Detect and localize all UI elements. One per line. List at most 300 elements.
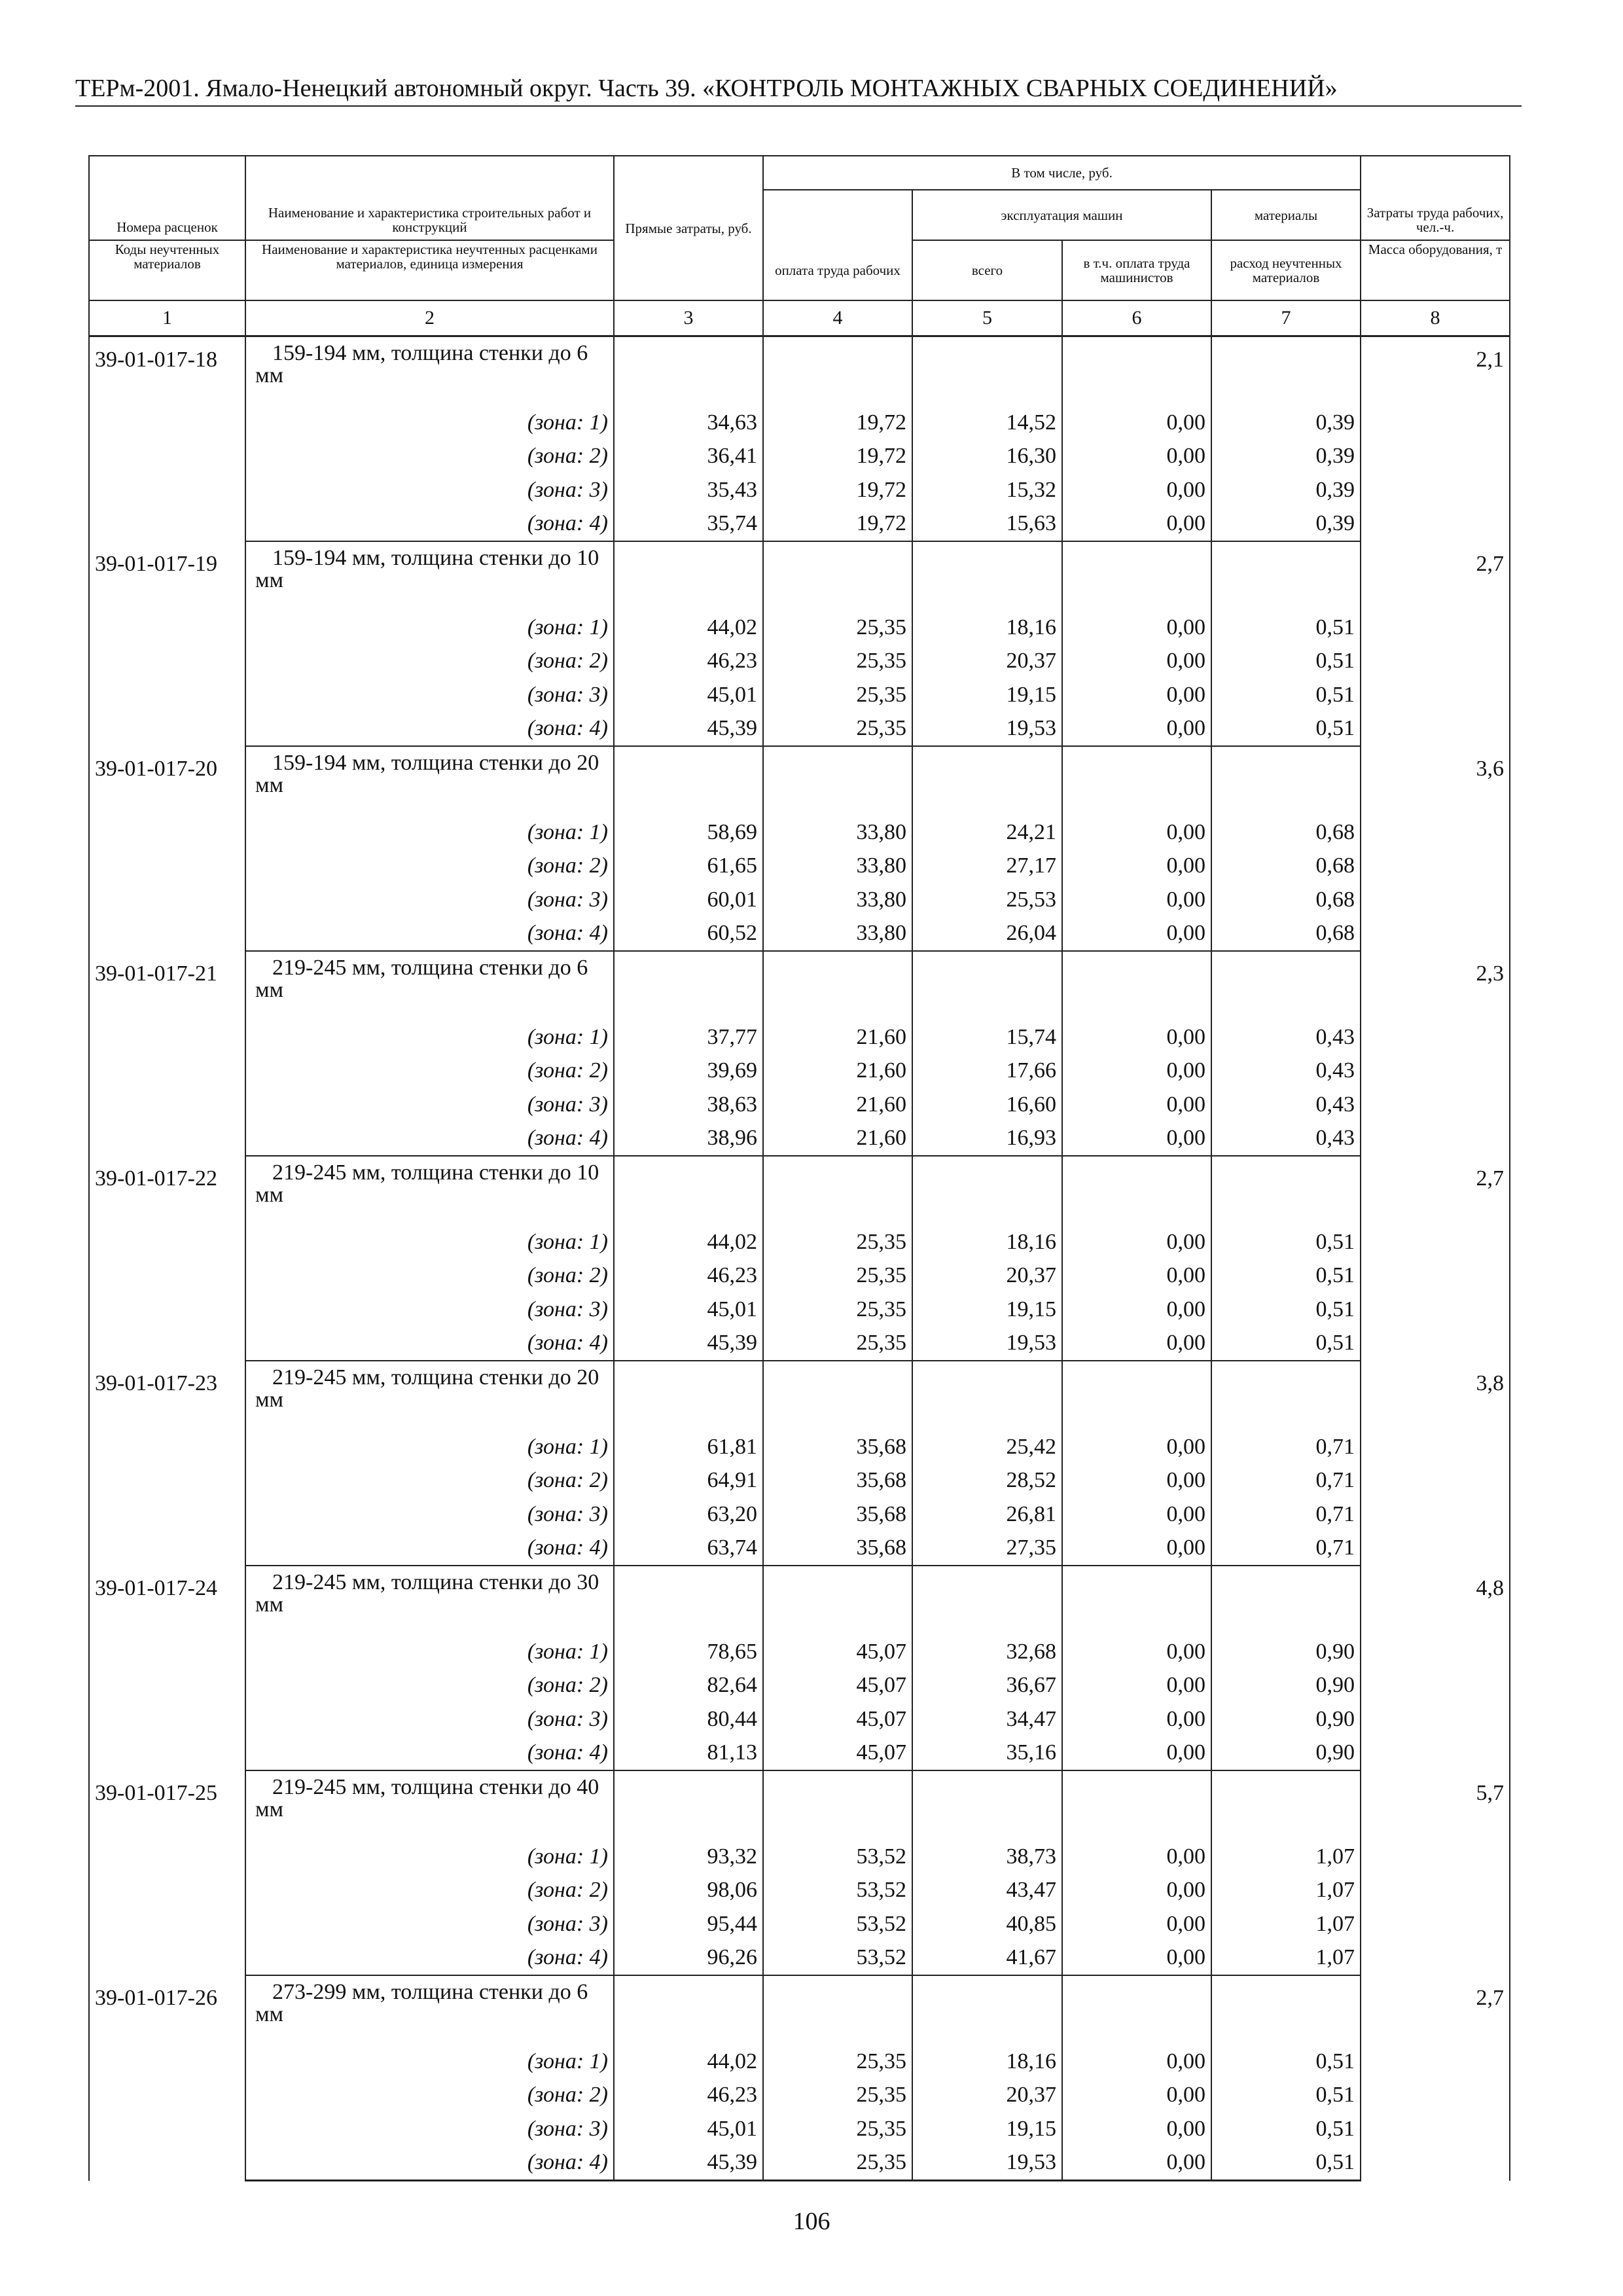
machines-total-value: 17,66 xyxy=(912,1054,1062,1088)
materials-value: 0,51 xyxy=(1211,1259,1361,1293)
worker-pay-value: 25,35 xyxy=(763,611,912,645)
header-material-codes: Коды неучтенных материалов xyxy=(89,240,245,300)
zone-row xyxy=(89,1122,1510,1157)
empty-cell xyxy=(614,336,763,406)
rate-code: 39-01-017-26 xyxy=(89,1975,245,2181)
empty-cell xyxy=(614,541,763,611)
worker-pay-value: 25,35 xyxy=(763,2112,912,2146)
labor-costs: 2,7 xyxy=(1361,541,1510,746)
machines-total-value: 25,42 xyxy=(912,1430,1062,1464)
labor-costs: 4,8 xyxy=(1361,1566,1510,1770)
zone-label: (зона: 1) xyxy=(245,1840,614,1874)
empty-cell xyxy=(912,746,1062,816)
table-header xyxy=(89,156,1510,336)
work-name: 219-245 мм, толщина стенки до 20 мм xyxy=(245,1361,614,1430)
machines-total-value: 28,52 xyxy=(912,1464,1062,1498)
header-materials: материалы xyxy=(1211,190,1361,240)
direct-costs-value: 61,81 xyxy=(614,1430,763,1464)
machines-total-value: 15,74 xyxy=(912,1020,1062,1054)
zone-label: (зона: 3) xyxy=(245,2112,614,2146)
operator-pay-value: 0,00 xyxy=(1062,1122,1211,1157)
machines-total-value: 26,81 xyxy=(912,1498,1062,1532)
zone-label: (зона: 2) xyxy=(245,1464,614,1498)
empty-cell xyxy=(614,1156,763,1225)
operator-pay-value: 0,00 xyxy=(1062,1941,1211,1976)
materials-value: 0,39 xyxy=(1211,406,1361,440)
operator-pay-value: 0,00 xyxy=(1062,1464,1211,1498)
machines-total-value: 32,68 xyxy=(912,1635,1062,1669)
materials-value: 0,51 xyxy=(1211,1327,1361,1361)
machines-total-value: 25,53 xyxy=(912,883,1062,917)
machines-total-value: 26,04 xyxy=(912,917,1062,952)
worker-pay-value: 21,60 xyxy=(763,1122,912,1157)
materials-value: 0,43 xyxy=(1211,1054,1361,1088)
zone-row xyxy=(89,440,1510,474)
zone-label: (зона: 3) xyxy=(245,473,614,507)
worker-pay-value: 53,52 xyxy=(763,1874,912,1908)
direct-costs-value: 45,39 xyxy=(614,2146,763,2181)
worker-pay-value: 19,72 xyxy=(763,406,912,440)
zone-row xyxy=(89,1840,1510,1874)
zone-label: (зона: 4) xyxy=(245,2146,614,2181)
labor-costs: 3,6 xyxy=(1361,746,1510,951)
materials-value: 0,51 xyxy=(1211,712,1361,747)
worker-pay-value: 19,72 xyxy=(763,507,912,542)
zone-row xyxy=(89,1088,1510,1122)
worker-pay-value: 21,60 xyxy=(763,1088,912,1122)
materials-value: 0,90 xyxy=(1211,1702,1361,1736)
work-name: 273-299 мм, толщина стенки до 6 мм xyxy=(245,1975,614,2045)
worker-pay-value: 53,52 xyxy=(763,1840,912,1874)
zone-label: (зона: 1) xyxy=(245,1020,614,1054)
materials-value: 0,71 xyxy=(1211,1464,1361,1498)
empty-cell xyxy=(763,1156,912,1225)
direct-costs-value: 82,64 xyxy=(614,1669,763,1703)
machines-total-value: 20,37 xyxy=(912,645,1062,679)
materials-value: 0,39 xyxy=(1211,473,1361,507)
empty-cell xyxy=(912,336,1062,406)
work-name: 159-194 мм, толщина стенки до 20 мм xyxy=(245,746,614,816)
direct-costs-value: 46,23 xyxy=(614,2079,763,2113)
direct-costs-value: 45,01 xyxy=(614,678,763,712)
materials-value: 1,07 xyxy=(1211,1874,1361,1908)
empty-cell xyxy=(1062,1770,1211,1840)
rate-code: 39-01-017-23 xyxy=(89,1361,245,1566)
empty-cell xyxy=(614,1361,763,1430)
zone-row xyxy=(89,1941,1510,1976)
direct-costs-value: 34,63 xyxy=(614,406,763,440)
zone-row xyxy=(89,611,1510,645)
machines-total-value: 19,53 xyxy=(912,1327,1062,1361)
empty-cell xyxy=(1211,1156,1361,1225)
rate-group-header-row xyxy=(89,1156,1510,1225)
machines-total-value: 19,53 xyxy=(912,712,1062,747)
zone-label: (зона: 3) xyxy=(245,1498,614,1532)
zone-label: (зона: 1) xyxy=(245,1430,614,1464)
rate-group-header-row xyxy=(89,951,1510,1020)
direct-costs-value: 38,96 xyxy=(614,1122,763,1157)
zone-label: (зона: 4) xyxy=(245,1736,614,1771)
empty-cell xyxy=(614,1975,763,2045)
worker-pay-value: 45,07 xyxy=(763,1736,912,1771)
rate-code: 39-01-017-24 xyxy=(89,1566,245,1770)
column-number: 5 xyxy=(912,300,1062,336)
materials-value: 0,43 xyxy=(1211,1088,1361,1122)
materials-value: 0,68 xyxy=(1211,850,1361,884)
zone-label: (зона: 3) xyxy=(245,1702,614,1736)
empty-cell xyxy=(1211,336,1361,406)
worker-pay-value: 35,68 xyxy=(763,1464,912,1498)
zone-label: (зона: 2) xyxy=(245,1669,614,1703)
empty-cell xyxy=(1062,951,1211,1020)
direct-costs-value: 60,52 xyxy=(614,917,763,952)
rate-code: 39-01-017-18 xyxy=(89,336,245,542)
zone-label: (зона: 4) xyxy=(245,1122,614,1157)
materials-value: 0,90 xyxy=(1211,1669,1361,1703)
operator-pay-value: 0,00 xyxy=(1062,850,1211,884)
direct-costs-value: 93,32 xyxy=(614,1840,763,1874)
operator-pay-value: 0,00 xyxy=(1062,1907,1211,1941)
work-name: 219-245 мм, толщина стенки до 10 мм xyxy=(245,1156,614,1225)
empty-cell xyxy=(1211,1770,1361,1840)
operator-pay-value: 0,00 xyxy=(1062,883,1211,917)
zone-label: (зона: 1) xyxy=(245,1635,614,1669)
worker-pay-value: 53,52 xyxy=(763,1941,912,1976)
materials-value: 0,51 xyxy=(1211,678,1361,712)
direct-costs-value: 44,02 xyxy=(614,2045,763,2079)
operator-pay-value: 0,00 xyxy=(1062,1532,1211,1566)
zone-row xyxy=(89,678,1510,712)
empty-cell xyxy=(912,1156,1062,1225)
column-number: 8 xyxy=(1361,300,1510,336)
empty-cell xyxy=(912,1361,1062,1430)
materials-value: 0,71 xyxy=(1211,1532,1361,1566)
rate-group-header-row xyxy=(89,541,1510,611)
empty-cell xyxy=(912,541,1062,611)
direct-costs-value: 63,74 xyxy=(614,1532,763,1566)
operator-pay-value: 0,00 xyxy=(1062,816,1211,850)
rate-code: 39-01-017-20 xyxy=(89,746,245,951)
worker-pay-value: 45,07 xyxy=(763,1669,912,1703)
machines-total-value: 19,15 xyxy=(912,2112,1062,2146)
worker-pay-value: 25,35 xyxy=(763,678,912,712)
materials-value: 0,90 xyxy=(1211,1635,1361,1669)
machines-total-value: 20,37 xyxy=(912,1259,1062,1293)
operator-pay-value: 0,00 xyxy=(1062,1840,1211,1874)
column-number: 7 xyxy=(1211,300,1361,336)
worker-pay-value: 25,35 xyxy=(763,712,912,747)
materials-value: 0,71 xyxy=(1211,1430,1361,1464)
direct-costs-value: 45,01 xyxy=(614,2112,763,2146)
materials-value: 1,07 xyxy=(1211,1840,1361,1874)
machines-total-value: 35,16 xyxy=(912,1736,1062,1771)
document-header: ТЕРм-2001. Ямало-Ненецкий автономный округ. Часть 39. «КОНТРОЛЬ МОНТАЖНЫХ СВАРНЫХ СОЕДИНЕНИЙ» xyxy=(75,75,1338,102)
empty-cell xyxy=(1211,1975,1361,2045)
rates-table xyxy=(88,155,1510,2181)
zone-row xyxy=(89,1736,1510,1771)
zone-label: (зона: 4) xyxy=(245,712,614,747)
direct-costs-value: 35,43 xyxy=(614,473,763,507)
rate-code: 39-01-017-22 xyxy=(89,1156,245,1361)
materials-value: 0,39 xyxy=(1211,440,1361,474)
labor-costs: 2,3 xyxy=(1361,951,1510,1156)
operator-pay-value: 0,00 xyxy=(1062,2146,1211,2181)
direct-costs-value: 64,91 xyxy=(614,1464,763,1498)
materials-value: 1,07 xyxy=(1211,1907,1361,1941)
empty-cell xyxy=(763,1975,912,2045)
direct-costs-value: 46,23 xyxy=(614,645,763,679)
zone-label: (зона: 3) xyxy=(245,883,614,917)
materials-value: 0,39 xyxy=(1211,507,1361,542)
operator-pay-value: 0,00 xyxy=(1062,1635,1211,1669)
zone-label: (зона: 2) xyxy=(245,645,614,679)
labor-costs: 2,1 xyxy=(1361,336,1510,542)
materials-value: 0,51 xyxy=(1211,611,1361,645)
empty-cell xyxy=(1062,746,1211,816)
zone-label: (зона: 4) xyxy=(245,1941,614,1976)
machines-total-value: 24,21 xyxy=(912,816,1062,850)
operator-pay-value: 0,00 xyxy=(1062,2112,1211,2146)
machines-total-value: 36,67 xyxy=(912,1669,1062,1703)
direct-costs-value: 63,20 xyxy=(614,1498,763,1532)
direct-costs-value: 46,23 xyxy=(614,1259,763,1293)
zone-row xyxy=(89,1430,1510,1464)
empty-cell xyxy=(912,951,1062,1020)
labor-costs: 2,7 xyxy=(1361,1975,1510,2181)
worker-pay-value: 25,35 xyxy=(763,2079,912,2113)
zone-row xyxy=(89,883,1510,917)
zone-row xyxy=(89,473,1510,507)
operator-pay-value: 0,00 xyxy=(1062,645,1211,679)
direct-costs-value: 45,39 xyxy=(614,712,763,747)
zone-row xyxy=(89,1259,1510,1293)
zone-row xyxy=(89,1498,1510,1532)
empty-cell xyxy=(1211,951,1361,1020)
worker-pay-value: 25,35 xyxy=(763,2146,912,2181)
worker-pay-value: 19,72 xyxy=(763,473,912,507)
column-number: 1 xyxy=(89,300,245,336)
direct-costs-value: 38,63 xyxy=(614,1088,763,1122)
materials-value: 0,51 xyxy=(1211,1293,1361,1327)
zone-row xyxy=(89,1669,1510,1703)
empty-cell xyxy=(614,746,763,816)
zone-label: (зона: 2) xyxy=(245,1874,614,1908)
zone-label: (зона: 1) xyxy=(245,2045,614,2079)
zone-row xyxy=(89,1293,1510,1327)
direct-costs-value: 60,01 xyxy=(614,883,763,917)
header-rule xyxy=(75,105,1522,107)
operator-pay-value: 0,00 xyxy=(1062,2045,1211,2079)
zone-row xyxy=(89,406,1510,440)
direct-costs-value: 98,06 xyxy=(614,1874,763,1908)
work-name: 219-245 мм, толщина стенки до 40 мм xyxy=(245,1770,614,1840)
zone-row xyxy=(89,2079,1510,2113)
work-name: 219-245 мм, толщина стенки до 30 мм xyxy=(245,1566,614,1635)
worker-pay-value: 19,72 xyxy=(763,440,912,474)
zone-row xyxy=(89,816,1510,850)
operator-pay-value: 0,00 xyxy=(1062,2079,1211,2113)
column-number: 4 xyxy=(763,300,912,336)
rate-group-header-row xyxy=(89,1975,1510,2045)
direct-costs-value: 39,69 xyxy=(614,1054,763,1088)
worker-pay-value: 35,68 xyxy=(763,1430,912,1464)
materials-value: 0,51 xyxy=(1211,2146,1361,2181)
zone-row xyxy=(89,1532,1510,1566)
empty-cell xyxy=(614,1770,763,1840)
materials-value: 0,68 xyxy=(1211,883,1361,917)
direct-costs-value: 61,65 xyxy=(614,850,763,884)
operator-pay-value: 0,00 xyxy=(1062,1669,1211,1703)
empty-cell xyxy=(763,746,912,816)
machines-total-value: 19,15 xyxy=(912,678,1062,712)
machines-total-value: 20,37 xyxy=(912,2079,1062,2113)
direct-costs-value: 78,65 xyxy=(614,1635,763,1669)
labor-costs: 5,7 xyxy=(1361,1770,1510,1975)
zone-row xyxy=(89,1225,1510,1259)
zone-label: (зона: 1) xyxy=(245,611,614,645)
zone-row xyxy=(89,1702,1510,1736)
materials-value: 0,90 xyxy=(1211,1736,1361,1771)
zone-label: (зона: 3) xyxy=(245,1293,614,1327)
zone-row xyxy=(89,507,1510,542)
materials-value: 0,68 xyxy=(1211,917,1361,952)
header-machine-operation: эксплуатация машин xyxy=(912,190,1211,240)
machines-total-value: 16,60 xyxy=(912,1088,1062,1122)
empty-cell xyxy=(763,1361,912,1430)
column-number: 3 xyxy=(614,300,763,336)
empty-cell xyxy=(1062,1156,1211,1225)
header-rate-numbers: Номера расценок xyxy=(89,156,245,240)
zone-label: (зона: 2) xyxy=(245,2079,614,2113)
header-material-name: Наименование и характеристика неучтенных расценками материалов, единица измерения xyxy=(245,240,614,300)
worker-pay-value: 35,68 xyxy=(763,1498,912,1532)
header-equipment-mass: Масса оборудования, т xyxy=(1361,240,1510,300)
zone-label: (зона: 4) xyxy=(245,1327,614,1361)
rate-code: 39-01-017-19 xyxy=(89,541,245,746)
empty-cell xyxy=(763,541,912,611)
worker-pay-value: 33,80 xyxy=(763,850,912,884)
machines-total-value: 16,93 xyxy=(912,1122,1062,1157)
worker-pay-value: 33,80 xyxy=(763,816,912,850)
zone-row xyxy=(89,645,1510,679)
worker-pay-value: 25,35 xyxy=(763,1327,912,1361)
operator-pay-value: 0,00 xyxy=(1062,1225,1211,1259)
operator-pay-value: 0,00 xyxy=(1062,1259,1211,1293)
labor-costs: 3,8 xyxy=(1361,1361,1510,1566)
zone-row xyxy=(89,1635,1510,1669)
header-unaccounted-materials: расход неучтенных материалов xyxy=(1211,240,1361,300)
direct-costs-value: 95,44 xyxy=(614,1907,763,1941)
materials-value: 0,68 xyxy=(1211,816,1361,850)
machines-total-value: 15,63 xyxy=(912,507,1062,542)
empty-cell xyxy=(1211,541,1361,611)
zone-label: (зона: 2) xyxy=(245,440,614,474)
operator-pay-value: 0,00 xyxy=(1062,1498,1211,1532)
machines-total-value: 19,15 xyxy=(912,1293,1062,1327)
machines-total-value: 15,32 xyxy=(912,473,1062,507)
empty-cell xyxy=(763,1770,912,1840)
worker-pay-value: 25,35 xyxy=(763,645,912,679)
worker-pay-value: 45,07 xyxy=(763,1635,912,1669)
zone-label: (зона: 2) xyxy=(245,850,614,884)
empty-cell xyxy=(614,1566,763,1635)
table-body xyxy=(89,336,1510,2181)
machines-total-value: 18,16 xyxy=(912,2045,1062,2079)
zone-row xyxy=(89,2112,1510,2146)
empty-cell xyxy=(763,951,912,1020)
header-direct-costs: Прямые затраты, руб. xyxy=(614,156,763,300)
operator-pay-value: 0,00 xyxy=(1062,1088,1211,1122)
zone-row xyxy=(89,1054,1510,1088)
work-name: 159-194 мм, толщина стенки до 6 мм xyxy=(245,336,614,406)
zone-row xyxy=(89,1907,1510,1941)
worker-pay-value: 33,80 xyxy=(763,917,912,952)
rate-code: 39-01-017-25 xyxy=(89,1770,245,1975)
worker-pay-value: 25,35 xyxy=(763,1259,912,1293)
machines-total-value: 27,35 xyxy=(912,1532,1062,1566)
zone-row xyxy=(89,2146,1510,2181)
labor-costs: 2,7 xyxy=(1361,1156,1510,1361)
direct-costs-value: 96,26 xyxy=(614,1941,763,1976)
rate-group-header-row xyxy=(89,1361,1510,1430)
zone-label: (зона: 3) xyxy=(245,1907,614,1941)
header-machines-total: всего xyxy=(912,240,1062,300)
empty-cell xyxy=(1211,1566,1361,1635)
materials-value: 0,51 xyxy=(1211,2045,1361,2079)
zone-row xyxy=(89,1327,1510,1361)
column-numbers-row xyxy=(89,300,1510,336)
rate-group-header-row xyxy=(89,1566,1510,1635)
materials-value: 0,51 xyxy=(1211,2079,1361,2113)
materials-value: 0,51 xyxy=(1211,645,1361,679)
zone-label: (зона: 1) xyxy=(245,406,614,440)
empty-cell xyxy=(1062,336,1211,406)
machines-total-value: 38,73 xyxy=(912,1840,1062,1874)
worker-pay-value: 21,60 xyxy=(763,1054,912,1088)
empty-cell xyxy=(1211,746,1361,816)
column-number: 6 xyxy=(1062,300,1211,336)
machines-total-value: 18,16 xyxy=(912,611,1062,645)
operator-pay-value: 0,00 xyxy=(1062,611,1211,645)
rate-group-header-row xyxy=(89,336,1510,406)
zone-row xyxy=(89,917,1510,952)
direct-costs-value: 45,39 xyxy=(614,1327,763,1361)
worker-pay-value: 25,35 xyxy=(763,2045,912,2079)
empty-cell xyxy=(1211,1361,1361,1430)
zone-row xyxy=(89,1020,1510,1054)
direct-costs-value: 80,44 xyxy=(614,1702,763,1736)
worker-pay-value: 53,52 xyxy=(763,1907,912,1941)
worker-pay-value: 21,60 xyxy=(763,1020,912,1054)
empty-cell xyxy=(912,1770,1062,1840)
empty-cell xyxy=(1062,541,1211,611)
empty-cell xyxy=(912,1566,1062,1635)
materials-value: 0,43 xyxy=(1211,1020,1361,1054)
direct-costs-value: 35,74 xyxy=(614,507,763,542)
machines-total-value: 40,85 xyxy=(912,1907,1062,1941)
machines-total-value: 43,47 xyxy=(912,1874,1062,1908)
operator-pay-value: 0,00 xyxy=(1062,507,1211,542)
zone-label: (зона: 2) xyxy=(245,1054,614,1088)
zone-label: (зона: 3) xyxy=(245,678,614,712)
operator-pay-value: 0,00 xyxy=(1062,917,1211,952)
header-operator-pay: в т.ч. оплата труда машинистов xyxy=(1062,240,1211,300)
worker-pay-value: 45,07 xyxy=(763,1702,912,1736)
header-labor-costs: Затраты труда рабочих, чел.-ч. xyxy=(1361,156,1510,240)
operator-pay-value: 0,00 xyxy=(1062,1430,1211,1464)
zone-row xyxy=(89,850,1510,884)
direct-costs-value: 44,02 xyxy=(614,611,763,645)
